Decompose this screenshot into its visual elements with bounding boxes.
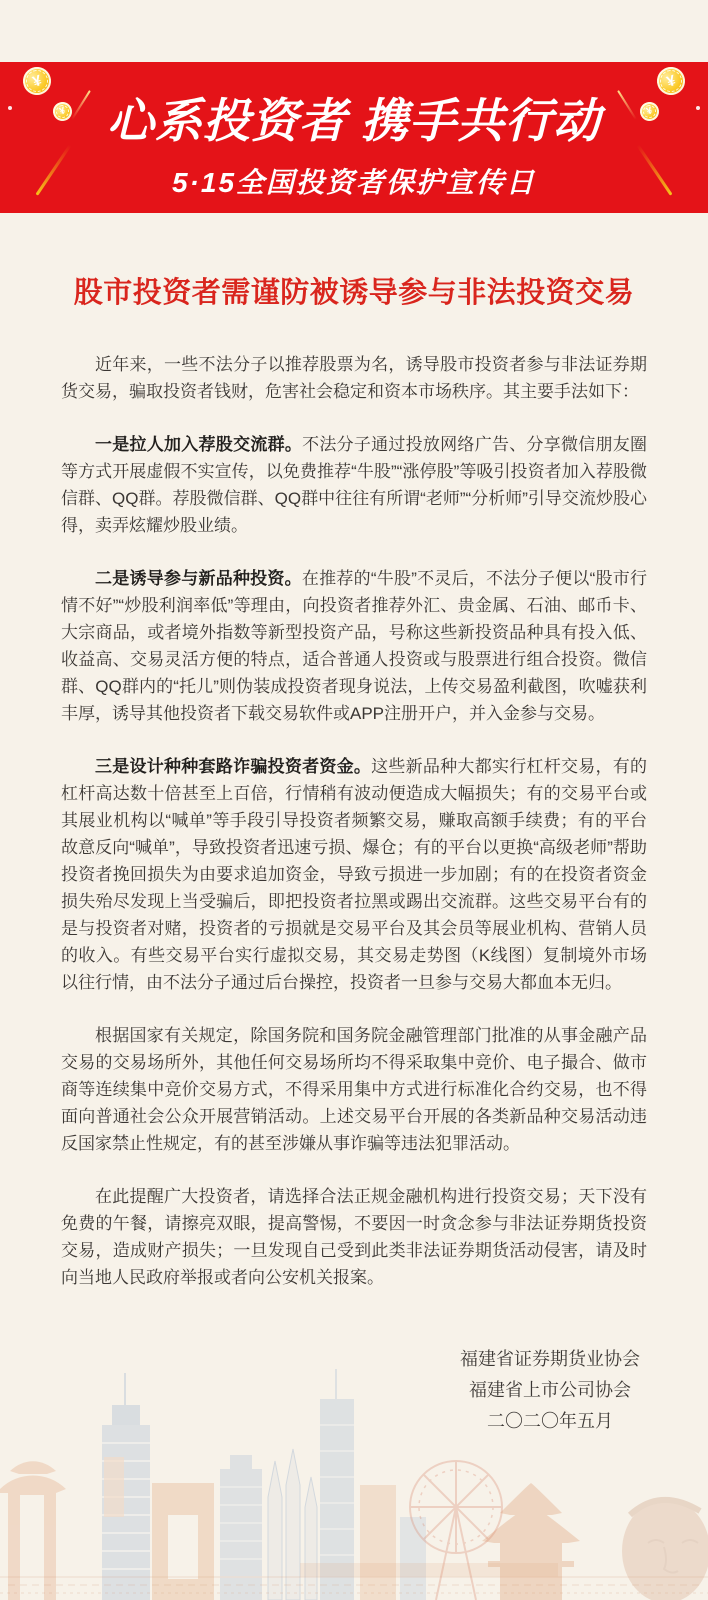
paragraph-text: 在推荐的“牛股”不灵后，不法分子便以“股市行情不好”“炒股利润率低”等理由，向投资者推荐外汇、贵金属、石油、邮币卡、大宗商品，或者境外指数等新型投资产品，号称这些新投资品种具有投入低、收益高、交易灵活方便的特点，适合普通人投资或与股票进行组合投资。微信群、QQ群内的“托儿”则伪装成投资者现身说法，上传交易盈利截图，吹嘘获利丰厚，诱导其他投资者下载交易软件或APP注册开户，并入金参与交易。 <box>61 569 648 723</box>
banner-title: 心系投资者 携手共行动 <box>106 94 602 147</box>
paragraph-text: 近年来，一些不法分子以推荐股票为名，诱导股市投资者参与非法证券期货交易，骗取投资者钱财，危害社会稳定和资本市场秩序。其主要手法如下： <box>61 355 647 401</box>
paragraph-text: 在此提醒广大投资者，请选择合法正规金融机构进行投资交易；天下没有免费的午餐，请擦亮双眼，提高警惕，不要因一时贪念参与非法证券期货投资交易，造成财产损失；一旦发现自己受到此类非法证券期货活动侵害，请及时向当地人民政府举报或者向公安机关报案。 <box>61 1187 647 1287</box>
article-headline: 股市投资者需谨防被诱导参与非法投资交易 <box>73 277 635 309</box>
paragraph-lead: 二是诱导参与新品种投资。 <box>95 569 302 588</box>
spark-dot <box>8 106 12 110</box>
signature-line-association-1: 福建省证券期货业协会 <box>460 1349 640 1369</box>
paragraph-text: 不法分子通过投放网络广告、分享微信朋友圈等方式开展虚假不实宣传，以免费推荐“牛股”“涨停股”等吸引投资者加入荐股微信群、QQ群。荐股微信群、QQ群中往往有所谓“老师”“分析师”引导交流炒股心得，卖弄炫耀炒股业绩。 <box>61 435 648 535</box>
paragraph-lead: 三是设计种种套路诈骗投资者资金。 <box>95 757 372 776</box>
body-paragraph <box>61 351 647 405</box>
body-paragraph <box>61 753 647 996</box>
yuan-symbol: ¥ <box>664 71 678 91</box>
spark-dot <box>696 106 700 110</box>
signature-block <box>448 1344 652 1437</box>
paragraph-text: 这些新品种大都实行杠杆交易，有的杠杆高达数十倍甚至上百倍，行情稍有波动便造成大幅损失；有的交易平台或其展业机构以“喊单”等手段引导投资者频繁交易，赚取高额手续费；有的平台故意反向“喊单”，导致投资者迅速亏损、爆仓；有的平台以更换“高级老师”帮助投资者挽回损失为由要求追加资金，导致亏损进一步加剧；有的在投资者资金损失殆尽发现上当受骗后，即把投资者拉黑或踢出交流群。这些交易平台有的是与投资者对赌，投资者的亏损就是交易平台及其会员等展业机构、营销人员的收入。有些交易平台实行虚拟交易，其交易走势图（K线图）复制境外市场以往行情，由不法分子通过后台操控，投资者一旦参与交易大都血本无归。 <box>61 757 648 992</box>
body-paragraph <box>61 431 647 539</box>
signature-line-association-2: 福建省上市公司协会 <box>469 1380 631 1400</box>
yuan-symbol: ¥ <box>645 104 654 118</box>
yuan-symbol: ¥ <box>58 104 67 118</box>
body-paragraph <box>61 1022 647 1157</box>
paragraph-text: 根据国家有关规定，除国务院和国务院金融管理部门批准的从事金融产品交易的交易场所外，其他任何交易场所均不得采取集中竞价、电子撮合、做市商等连续集中竞价交易方式，不得采用集中方式进行标准化合约交易，也不得面向普通社会公众开展营销活动。上述交易平台开展的各类新品种交易活动违反国家禁止性规定，有的甚至涉嫌从事诈骗等违法犯罪活动。 <box>61 1026 647 1153</box>
top-banner <box>0 62 708 213</box>
yuan-symbol: ¥ <box>30 71 44 91</box>
body-paragraph <box>61 1183 647 1291</box>
banner-subtitle: 5·15全国投资者保护宣传日 <box>171 167 537 198</box>
article-body <box>61 351 647 1317</box>
signature-line-date: 二〇二〇年五月 <box>487 1411 613 1431</box>
paragraph-lead: 一是拉人加入荐股交流群。 <box>95 435 303 454</box>
body-paragraph <box>61 565 647 727</box>
